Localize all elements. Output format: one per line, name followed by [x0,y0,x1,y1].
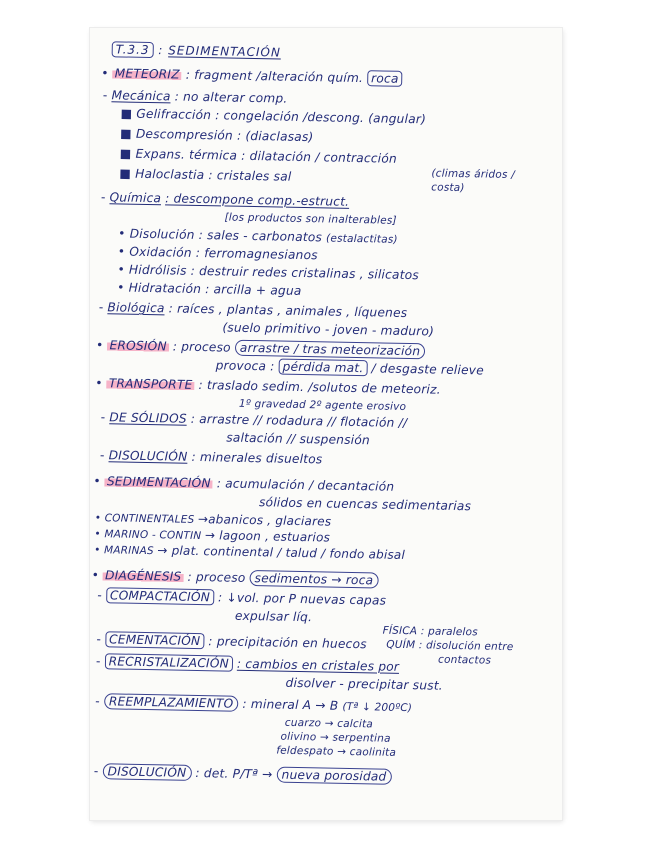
qui-item: • Hidratación : arcilla + agua [117,280,302,298]
compactacion-line: - COMPACTACIÓN : ↓vol. por P nuevas capas [97,588,387,608]
erosion-heading: EROSIÓN [109,338,167,354]
transporte-note: 1º gravedad 2º agente erosivo [238,397,407,413]
header-separator: : [158,43,164,58]
meteorizacion-heading: METEORIZ [114,66,180,82]
recristalizacion-heading: RECRISTALIZACIÓN [105,653,234,671]
topic-code: T.3.3 [112,41,154,58]
solidos-line: - DE SÓLIDOS : arrastre // rodadura // flotación // [100,410,408,431]
sed-environment: • MARINAS → plat. continental / talud / fondo abisal [94,543,406,562]
reemplazamiento-line: - REEMPLAZAMIENTO : mineral A → B (Tª ↓ 200ºC) [95,694,413,715]
solidos-heading: DE SÓLIDOS [109,410,187,426]
page-title: SEDIMENTACIÓN [168,43,282,60]
disolucion-diagenesis-line: - DISOLUCIÓN : det. P/Tª → nueva porosidad [94,764,392,784]
qui-item: • Disolución : sales - carbonatos (estalactitas) [118,226,398,246]
page-header [112,42,281,59]
sed-environment: • MARINO - CONTIN → lagoon , estuarios [94,528,331,545]
meteorizacion-definition: fragment /alteración quím. [194,67,364,86]
mec-item: ■ Expans. térmica : dilatación / contracción [119,146,398,166]
qui-item: • Hidrólisis : destruir redes cristalinas , silicatos [117,262,419,283]
sedimentacion-note: sólidos en cuencas sedimentarias [258,495,472,514]
diagenesis-heading: DIAGÉNESIS [104,568,182,584]
disolucion-transporte-line: - DISOLUCIÓN : minerales disueltos [99,448,323,467]
compactacion-contactos: contactos [437,653,492,667]
meteorizacion-line: • METEORIZ : fragment /alteración quím. roca [101,66,403,86]
quimica-line: - Química : descompone comp.-estruct. [100,190,350,209]
compactacion-quimica: QUÍM : disolución entre [386,638,514,654]
quimica-note: [los productos son inalterables] [224,211,397,227]
biologica-heading: Biológica [107,300,165,316]
replacement-example: cuarzo → calcita [284,716,374,731]
compactacion-fisica: FÍSICA : paralelos [382,624,479,639]
biologica-line: - Biológica : raíces , plantas , animales , líquenes [98,300,408,320]
erosion-effect: provoca : pérdida mat. / desgaste relieve [215,358,484,378]
cementacion-heading: CEMENTACIÓN [105,631,205,649]
solidos-note: saltación // suspensión [226,430,371,448]
mecanica-line: - Mecánica : no alterar comp. [102,88,288,106]
quimica-heading: Química [109,190,162,206]
mec-item: ■ Descompresión : (diaclasas) [119,126,314,145]
erosion-line: • EROSIÓN : proceso arrastre / tras meteorización [96,338,425,358]
haloclastia-note: (climas áridos / costa) [431,167,516,195]
compactacion-note: expulsar líq. [234,608,313,625]
replacement-example: olivino → serpentina [280,730,391,745]
roca-box: roca [367,70,403,87]
sedimentacion-heading: SEDIMENTACIÓN [106,474,211,491]
transporte-line: • TRANSPORTE : traslado sedim. /solutos de meteoriz. [95,376,441,397]
sedimentacion-line: • SEDIMENTACIÓN : acumulación / decantación [93,473,395,494]
compactacion-heading: COMPACTACIÓN [106,587,214,605]
reemplazamiento-heading: REEMPLAZAMIENTO [104,693,239,712]
qui-item: • Oxidación : ferromagnesianos [117,244,318,263]
mec-item: ■ Haloclastia : cristales sal [119,166,292,184]
mecanica-heading: Mecánica [111,88,171,104]
disolucion-transporte-heading: DISOLUCIÓN [108,448,188,464]
transporte-heading: TRANSPORTE [108,376,193,392]
handwritten-notes [91,36,558,784]
disolucion-diagenesis-heading: DISOLUCIÓN [102,763,191,781]
sed-environment: • CONTINENTALES →abanicos , glaciares [94,512,332,529]
replacement-example: feldespato → caolinita [276,744,397,759]
mec-item: ■ Gelifracción : congelación /descong. (angular) [120,106,427,127]
biologica-note: (suelo primitivo - joven - maduro) [222,320,435,339]
recristalizacion-line: - RECRISTALIZACIÓN : cambios en cristales por [95,654,400,674]
recristalizacion-note: disolver - precipitar sust. [285,675,443,693]
cementacion-line: - CEMENTACIÓN : precipitación en huecos [96,632,367,652]
notebook-page [90,28,562,820]
diagenesis-line: • DIAGÉNESIS : proceso sedimentos → roca [92,568,379,588]
